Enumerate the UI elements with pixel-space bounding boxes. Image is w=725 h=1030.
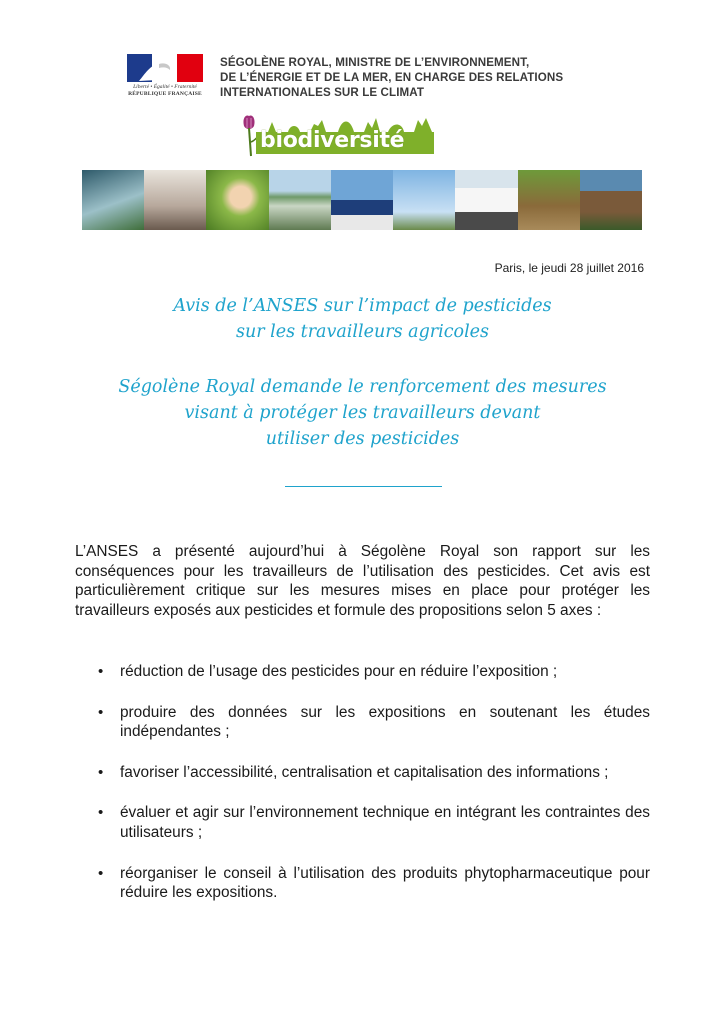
bullet-glyph: • — [98, 663, 104, 680]
list-item — [75, 763, 650, 783]
ministry-title — [220, 55, 600, 100]
biodiversite-logo-text: biodiversité — [260, 128, 405, 153]
list-item-text: favoriser l’accessibilité, centralisation et capitalisation des informations ; — [120, 763, 609, 781]
list-item — [75, 864, 650, 903]
ministry-line: SÉGOLÈNE ROYAL, MINISTRE DE L’ENVIRONNEMENT, — [220, 56, 530, 69]
list-item — [75, 803, 650, 842]
title-divider — [285, 486, 442, 487]
main-title-line: Avis de l’ANSES sur l’impact de pesticides — [173, 296, 552, 316]
proposals-list — [75, 662, 650, 924]
sub-title — [60, 374, 665, 452]
banner-photo-wind-turbines — [393, 170, 455, 230]
sub-title-line: visant à protéger les travailleurs devant — [184, 403, 541, 423]
sub-title-line: Ségolène Royal demande le renforcement des mesures — [118, 377, 607, 397]
logo-country: RÉPUBLIQUE FRANÇAISE — [128, 90, 202, 97]
logo-motto: Liberté • Égalité • Fraternité — [133, 84, 197, 90]
banner-photo-speaker — [331, 170, 393, 230]
ministry-line: DE L’ÉNERGIE ET DE LA MER, EN CHARGE DES RELATIONS — [220, 71, 564, 84]
sub-title-line: utiliser des pesticides — [265, 429, 460, 449]
bullet-glyph: • — [98, 864, 104, 882]
list-item-text: réduction de l’usage des pesticides pour en réduire l’exposition ; — [120, 663, 558, 680]
logo-caption — [127, 84, 203, 97]
biodiversite-logo — [238, 112, 448, 162]
banner-photo-wetland — [269, 170, 331, 230]
banner-photo-electric-car — [455, 170, 517, 230]
bullet-glyph: • — [98, 763, 104, 781]
list-item-text: produire des données sur les expositions en soutenant les études indépendantes ; — [120, 703, 650, 741]
banner-photo-workers — [580, 170, 642, 230]
banner-photo-water — [82, 170, 144, 230]
banner-photo-child — [206, 170, 268, 230]
list-item-text: évaluer et agir sur l’environnement technique en intégrant les contraintes des utilisateurs ; — [120, 804, 650, 841]
ministry-line: INTERNATIONALES SUR LE CLIMAT — [220, 86, 425, 99]
press-release-date: Paris, le jeudi 28 juillet 2016 — [494, 261, 644, 275]
list-item — [75, 662, 650, 682]
main-title — [60, 293, 665, 345]
list-item-text: réorganiser le conseil à l’utilisation des produits phytopharmaceutique pour réduire les expositions. — [120, 864, 650, 902]
main-title-line: sur les travailleurs agricoles — [235, 322, 490, 342]
banner-photo-lab — [144, 170, 206, 230]
photo-banner — [82, 170, 642, 230]
bullet-glyph: • — [98, 804, 104, 822]
list-item — [75, 703, 650, 742]
page-header — [127, 54, 597, 114]
intro-paragraph: L’ANSES a présenté aujourd’hui à Ségolène Royal son rapport sur les conséquences pour les travailleurs de l’utilisation des pesticides. Cet avis est particulièrement critique sur les mesures mises en place pour protéger les travailleurs exposés aux pesticides et formule des propositions selon 5 axes : — [75, 543, 650, 619]
bullet-glyph: • — [98, 703, 104, 721]
banner-photo-building — [518, 170, 580, 230]
